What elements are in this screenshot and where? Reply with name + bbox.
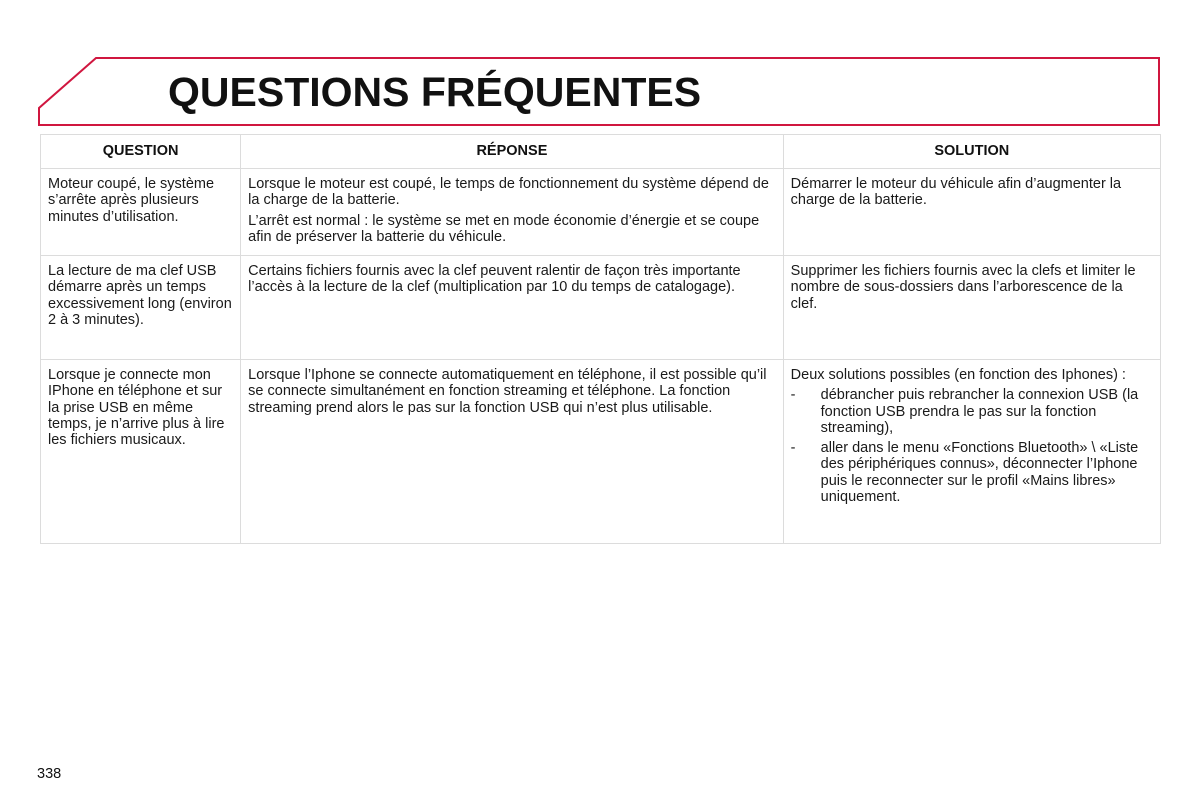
response-cell (241, 360, 783, 544)
table-row (41, 169, 1161, 256)
solution-list-item (791, 440, 1153, 505)
table-row (41, 360, 1161, 544)
solution-paragraph: Démarrer le moteur du véhicule afin d’augmenter la charge de la batterie. (790, 176, 1122, 209)
solution-list-item (791, 387, 1153, 436)
question-cell: Moteur coupé, le système s’arrête après plusieurs minutes d’utilisation. (41, 169, 241, 256)
page-title: QUESTIONS FRÉQUENTES (168, 69, 702, 115)
solution-cell (783, 169, 1160, 256)
header-solution: SOLUTION (783, 135, 1160, 169)
list-dash: - (790, 440, 796, 457)
faq-table (40, 134, 1161, 544)
table-row (41, 256, 1161, 360)
solution-paragraph: Supprimer les fichiers fournis avec la clefs et limiter le nombre de sous-dossiers dans l’arborescence de la clef. (790, 263, 1136, 312)
response-cell (241, 169, 783, 256)
response-paragraph: Lorsque le moteur est coupé, le temps de fonctionnement du système dépend de la charge de la batterie. (248, 176, 769, 209)
solution-cell (783, 360, 1160, 544)
question-cell: La lecture de ma clef USB démarre après un temps excessivement long (environ 2 à 3 minutes). (41, 256, 241, 360)
page-number: 338 (37, 766, 62, 782)
solution-list (791, 387, 1153, 505)
solution-item-text: aller dans le menu «Fonctions Bluetooth» \ «Liste des périphériques connus», déconnecter l’Iphone puis le reconnecter sur le profil «Mains libres» uniquement. (820, 440, 1139, 506)
header-question: QUESTION (41, 135, 241, 169)
response-paragraph: Certains fichiers fournis avec la clef peuvent ralentir de façon très importante l’accès à la lecture de la clef (multiplication par 10 du temps de catalogage). (248, 263, 741, 296)
list-dash: - (790, 387, 796, 404)
question-cell: Lorsque je connecte mon IPhone en téléphone et sur la prise USB en même temps, je n’arrive plus à lire les fichiers musicaux. (41, 360, 241, 544)
header-response: RÉPONSE (241, 135, 783, 169)
response-paragraph: Lorsque l’Iphone se connecte automatiquement en téléphone, il est possible qu’il se connecte simultanément en fonction streaming et téléphone. La fonction streaming prend alors le pas sur la fonction USB qui n’est plus utilisable. (248, 367, 767, 416)
solution-cell (783, 256, 1160, 360)
response-cell (241, 256, 783, 360)
solution-item-text: débrancher puis rebrancher la connexion USB (la fonction USB prendra le pas sur la fonction streaming), (820, 387, 1139, 436)
table-header-row (41, 135, 1161, 169)
solution-paragraph: Deux solutions possibles (en fonction des Iphones) : (790, 367, 1126, 383)
response-paragraph: L’arrêt est normal : le système se met en mode économie d’énergie et se coupe afin de préserver la batterie du véhicule. (248, 212, 760, 245)
